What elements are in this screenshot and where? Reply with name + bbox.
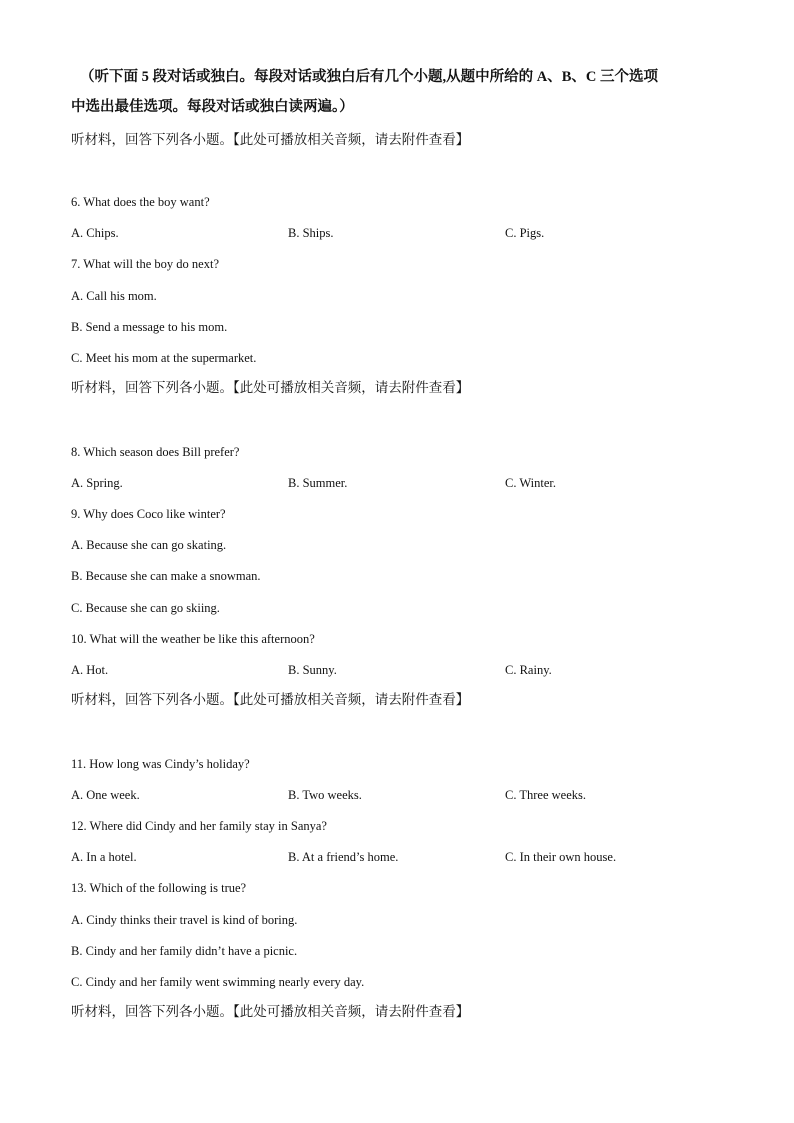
question-6: 6. What does the boy want? [71,195,210,209]
q11-option-a: A. One week. [71,788,140,802]
q9-option-b: B. Because she can make a snowman. [71,569,261,583]
listen-prompt-4: 听材料，回答下列各小题。【此处可播放相关音频，请去附件查看】 [71,1004,470,1019]
q12-option-a: A. In a hotel. [71,850,137,864]
q7-option-a: A. Call his mom. [71,289,157,303]
q13-option-b: B. Cindy and her family didn’t have a picnic. [71,944,298,958]
instruction-line-1: （听下面 5 段对话或独白。每段对话或独白后有几个小题,从题中所给的 A、B、C 三个选项 [80,69,658,85]
q6-option-c: C. Pigs. [505,226,545,240]
question-12: 12. Where did Cindy and her family stay in Sanya? [71,819,327,833]
listen-prompt-2: 听材料，回答下列各小题。【此处可播放相关音频，请去附件查看】 [71,380,470,395]
q13-option-c: C. Cindy and her family went swimming nearly every day. [71,975,365,989]
question-10: 10. What will the weather be like this afternoon? [71,632,315,646]
q12-option-b: B. At a friend’s home. [288,850,399,864]
q11-option-c: C. Three weeks. [505,788,586,802]
q10-option-c: C. Rainy. [505,663,552,677]
q7-option-b: B. Send a message to his mom. [71,320,228,334]
q6-option-b: B. Ships. [288,226,334,240]
question-13: 13. Which of the following is true? [71,881,247,895]
listen-prompt-3: 听材料，回答下列各小题。【此处可播放相关音频，请去附件查看】 [71,692,470,707]
question-8: 8. Which season does Bill prefer? [71,445,240,459]
q13-option-a: A. Cindy thinks their travel is kind of boring. [71,913,298,927]
q9-option-a: A. Because she can go skating. [71,538,227,552]
question-7: 7. What will the boy do next? [71,257,220,271]
q10-option-b: B. Sunny. [288,663,337,677]
q7-option-c: C. Meet his mom at the supermarket. [71,351,257,365]
q10-option-a: A. Hot. [71,663,109,677]
q8-option-a: A. Spring. [71,476,123,490]
question-11: 11. How long was Cindy’s holiday? [71,757,250,771]
question-9: 9. Why does Coco like winter? [71,507,226,521]
q12-option-c: C. In their own house. [505,850,617,864]
q8-option-b: B. Summer. [288,476,348,490]
instruction-line-2: 中选出最佳选项。每段对话或独白读两遍。） [71,99,354,115]
listen-prompt: 听材料，回答下列各小题。【此处可播放相关音频，请去附件查看】 [71,132,470,147]
q8-option-c: C. Winter. [505,476,557,490]
q11-option-b: B. Two weeks. [288,788,362,802]
q6-option-a: A. Chips. [71,226,119,240]
q9-option-c: C. Because she can go skiing. [71,601,220,615]
